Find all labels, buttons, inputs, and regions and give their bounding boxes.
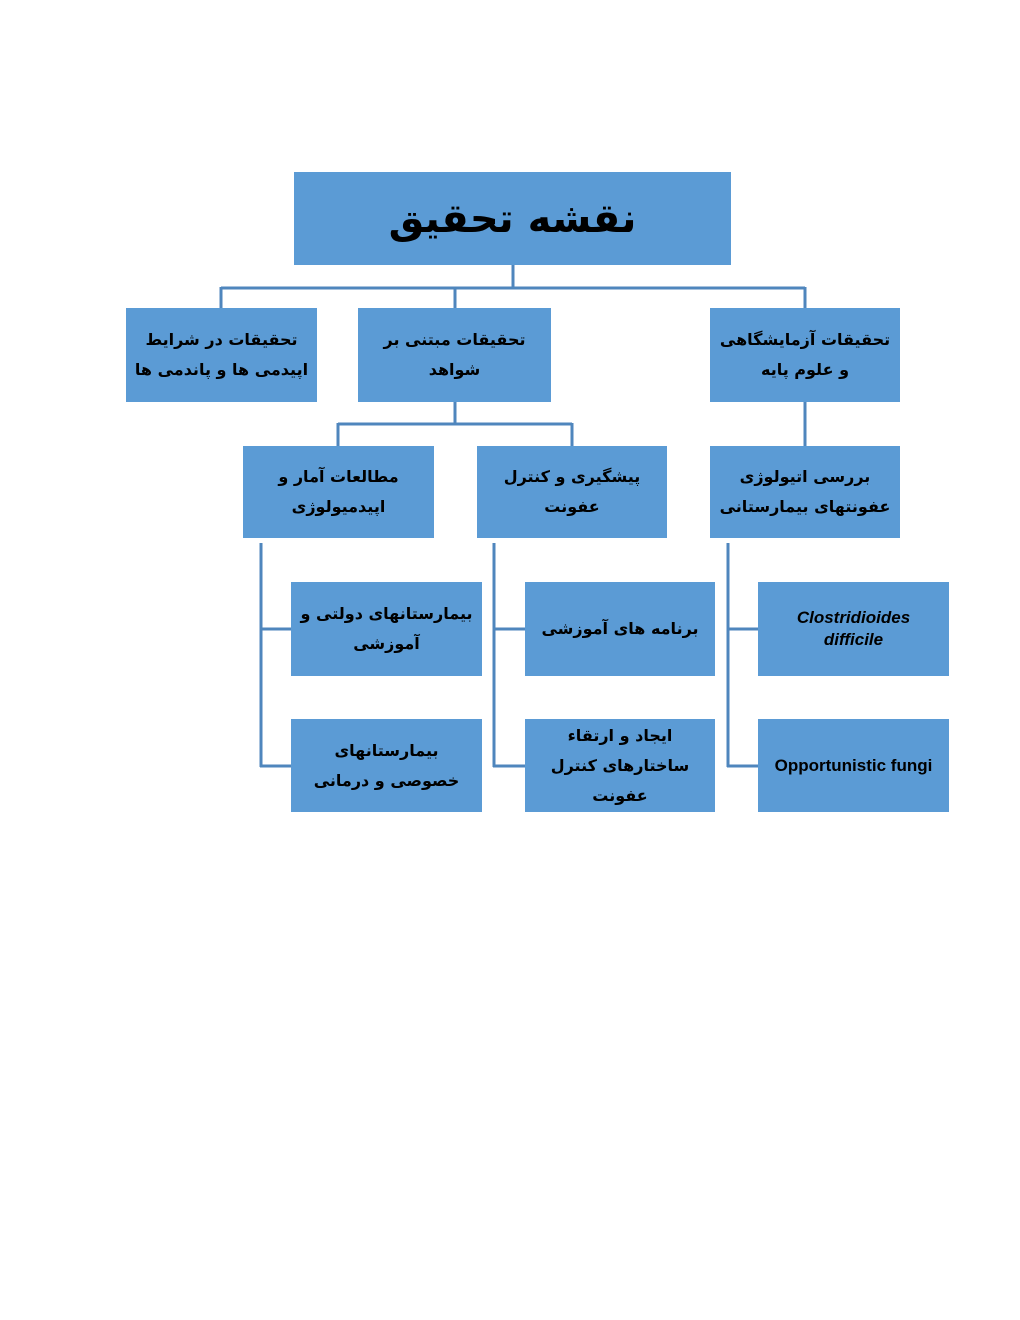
evidence-research-node [358,308,551,402]
root-title: نقشه تحقیق [388,195,637,242]
etiology-node [710,446,900,538]
public-hospitals-label: بیمارستانهای دولتی و آموزشی [300,604,473,653]
statistics-label: مطالعات آمار و اپیدمیولوژی [278,467,399,516]
private-hospitals-label: بیمارستانهای خصوصی و درمانی [313,740,460,790]
lab-research-label: تحقیقات آزمایشگاهی و علوم پایه [719,330,891,379]
public-hospitals-node [291,582,482,676]
cdiff-label: Clostridioides difficile [796,608,911,649]
lab-research-node [710,308,900,402]
fungi-node [758,719,949,812]
structures-node [525,719,715,812]
etiology-label: بررسی اتیولوژی عفونتهای بیمارستانی [719,467,891,516]
prevention-label: پیشگیری و کنترل عفونت [503,467,641,516]
private-hospitals-node [291,719,482,812]
evidence-research-label: تحقیقات مبتنی بر شواهد [383,330,526,379]
prevention-node [477,446,667,538]
epidemic-research-node [126,308,317,402]
epidemic-research-label: تحقیقات در شرایط اپیدمی ها و پاندمی ها [134,330,309,379]
education-label: برنامه های آموزشی [541,619,699,638]
statistics-node [243,446,434,538]
cdiff-node [758,582,949,676]
fungi-label: Opportunistic fungi [774,755,933,775]
root-node [294,172,731,265]
education-node [525,582,715,676]
structures-label: ایجاد و ارتقاء ساختارهای کنترل عفونت [550,725,690,805]
